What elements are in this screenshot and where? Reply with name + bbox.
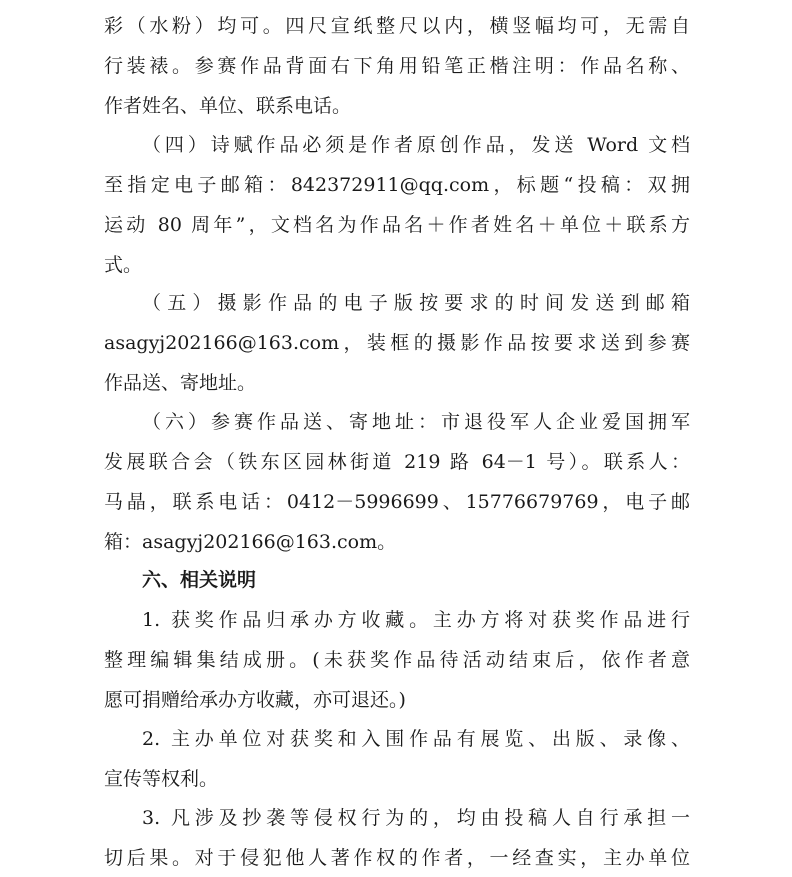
text-line: 箱：asagyj202166@163.com。 [104, 531, 397, 553]
note-item-1: 1. 获奖作品归承办方收藏。主办方将对获奖作品进行 [142, 609, 690, 631]
note-item-2: 2. 主办单位对获奖和入围作品有展览、出版、录像、 [142, 728, 690, 750]
note-item-3: 3. 凡涉及抄袭等侵权行为的，均由投稿人自行承担一 [142, 807, 690, 829]
paragraph-item-5: （五）摄影作品的电子版按要求的时间发送到邮箱 [142, 292, 690, 314]
text-line: 式。 [104, 254, 143, 276]
text-line: 宣传等权利。 [104, 768, 219, 790]
text-line: 作者姓名、单位、联系电话。 [104, 95, 352, 117]
text-line: 作品送、寄地址。 [104, 372, 257, 394]
text-line: 至指定电子邮箱：842372911@qq.com，标题“投稿：双拥 [104, 174, 690, 196]
text-line: 发展联合会（铁东区园林街道 219 路 64－1 号）。联系人： [104, 451, 690, 473]
text-line: 整理编辑集结成册。(未获奖作品待活动结束后，依作者意 [104, 649, 690, 671]
text-line: 愿可捐赠给承办方收藏，亦可退还。) [104, 689, 406, 711]
text-line: 马晶，联系电话：0412－5996699、15776679769，电子邮 [104, 491, 690, 513]
text-line: 运动 80 周年”，文档名为作品名＋作者姓名＋单位＋联系方 [104, 214, 690, 236]
paragraph-item-6: （六）参赛作品送、寄地址：市退役军人企业爱国拥军 [142, 411, 690, 433]
text-line: 行装裱。参赛作品背面右下角用铅笔正楷注明：作品名称、 [104, 55, 690, 77]
text-line: asagyj202166@163.com，装框的摄影作品按要求送到参赛 [104, 332, 690, 354]
paragraph-item-4: （四）诗赋作品必须是作者原创作品，发送 Word 文档 [142, 134, 690, 156]
section-heading: 六、相关说明 [142, 569, 257, 591]
text-line: 彩（水粉）均可。四尺宣纸整尺以内，横竖幅均可，无需自 [104, 15, 690, 37]
text-line: 切后果。对于侵犯他人著作权的作者，一经查实，主办单位 [104, 847, 690, 869]
